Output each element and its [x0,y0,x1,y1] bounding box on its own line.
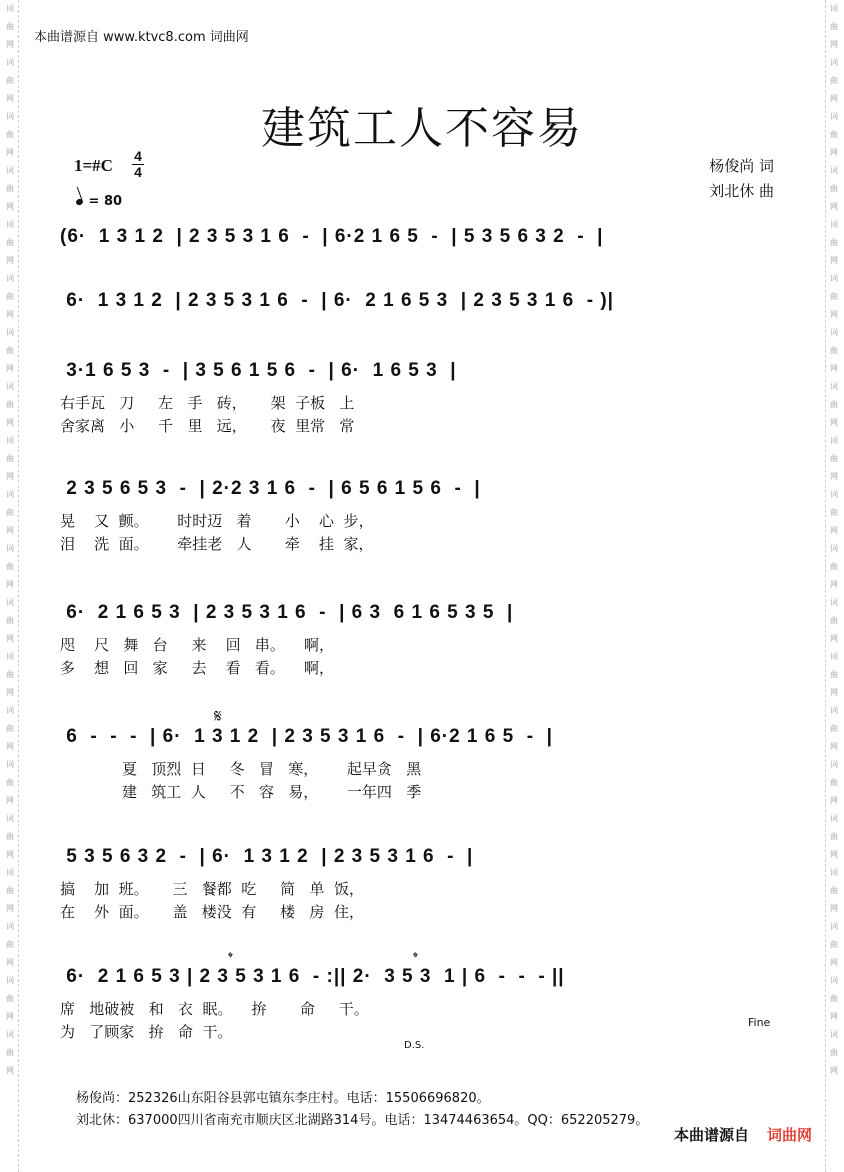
watermark-glyph: 曲 [6,886,14,895]
watermark-glyph: 曲 [830,724,838,733]
watermark-glyph: 曲 [830,238,838,247]
watermark-glyph: 网 [6,148,14,157]
watermark-glyph: 词 [830,490,838,499]
watermark-glyph: 曲 [830,454,838,463]
brand-name: 词曲网 [766,1126,812,1144]
score-row [60,352,780,438]
lyric-text: 多 想 回 家 去 看 看。 啊， [60,659,334,677]
score-row [60,838,780,924]
tempo-marking [76,194,122,209]
watermark-glyph: 网 [6,364,14,373]
watermark-glyph: 词 [830,4,838,13]
watermark-glyph: 曲 [6,346,14,355]
watermark-glyph: 词 [830,922,838,931]
watermark-glyph: 网 [6,1066,14,1075]
notation-line [60,352,780,392]
lyricist-contact: 杨俊尚：252326山东阳谷县郭屯镇东李庄村。电话：15506696820。 [76,1091,490,1106]
watermark-glyph: 网 [6,526,14,535]
lyric-text: 舍家离 小 千 里 远， 夜 里常 常 [60,417,355,435]
watermark-glyph: 词 [830,868,838,877]
footer-brand [674,1124,812,1145]
watermark-glyph: 网 [830,364,838,373]
watermark-glyph: 网 [830,256,838,265]
watermark-glyph: 曲 [6,292,14,301]
watermark-glyph: 网 [6,472,14,481]
brand-prefix: 本曲谱源自 [673,1126,749,1144]
notation-line [60,838,780,878]
watermark-glyph: 曲 [830,22,838,31]
notation-line [60,718,780,758]
lyric-text: 晃 又 颤。 时时迈 着 小 心 步， [60,512,374,530]
watermark-glyph: 词 [830,382,838,391]
watermark-glyph: 曲 [6,454,14,463]
watermark-glyph: 词 [830,166,838,175]
watermark-glyph: 词 [830,274,838,283]
watermark-glyph: 网 [830,850,838,859]
source-header: 本曲谱源自 www.ktvc8.com 词曲网 [34,30,249,45]
notation-text: (6· 1 3 1 2 | 2 3 5 3 1 6 - | 6·2 1 6 5 - | 5 3 5 6 3 2 - | [60,226,604,247]
segno-mark: 𝄋 [214,706,222,727]
watermark-glyph: 网 [830,94,838,103]
lyric-line [60,657,780,680]
lyric-text: 为 了顾家 拚 命 干。 [60,1023,233,1041]
watermark-glyph: 曲 [6,508,14,517]
watermark-glyph: 网 [830,40,838,49]
notation-line [60,958,780,998]
watermark-glyph: 曲 [830,184,838,193]
composer-credit: 刘北休 曲 [709,182,774,200]
watermark-glyph: 网 [6,904,14,913]
watermark-glyph: 词 [6,166,14,175]
watermark-glyph: 网 [830,472,838,481]
watermark-glyph: 词 [6,706,14,715]
fine-mark: Fine [748,1016,771,1029]
song-title: 建筑工人不容易 [261,103,583,154]
lyric-text: 夏 顶烈 日 冬 冒 寒， 起早贪 黑 [60,760,422,778]
watermark-glyph: 网 [6,688,14,697]
watermark-glyph: 网 [830,1012,838,1021]
watermark-glyph: 网 [830,742,838,751]
tempo-value: = 80 [88,194,123,209]
watermark-glyph: 曲 [830,76,838,85]
watermark-glyph: 词 [830,814,838,823]
notation-line [60,282,780,322]
watermark-glyph: 词 [6,58,14,67]
time-sig-top: 4 [134,148,142,164]
watermark-glyph: 曲 [830,130,838,139]
watermark-glyph: 曲 [6,1048,14,1057]
watermark-glyph: 网 [830,310,838,319]
contact-footer [76,1088,648,1132]
notation-text: 6· 2 1 6 5 3 | 2 3 5 3 1 6 - | 6 3 6 1 6 5 3 5 | [60,602,514,623]
lyric-text: 搞 加 班。 三 餐都 吃 简 单 饭， [60,880,364,898]
watermark-glyph: 曲 [830,886,838,895]
watermark-glyph: 词 [830,760,838,769]
watermark-glyph: 词 [830,976,838,985]
lyric-line [60,510,780,533]
watermark-glyph: 词 [6,868,14,877]
lyric-line [60,901,780,924]
watermark-glyph: 网 [6,1012,14,1021]
watermark-glyph: 曲 [830,994,838,1003]
watermark-glyph: 词 [830,112,838,121]
watermark-glyph: 曲 [830,508,838,517]
watermark-glyph: 曲 [6,724,14,733]
watermark-glyph: 网 [6,958,14,967]
watermark-glyph: 网 [6,418,14,427]
watermark-glyph: 曲 [6,562,14,571]
watermark-glyph: 词 [6,274,14,283]
watermark-glyph: 网 [830,580,838,589]
watermark-glyph: 词 [830,544,838,553]
watermark-glyph: 词 [6,652,14,661]
watermark-glyph: 曲 [830,940,838,949]
left-watermark-strip [2,0,19,1172]
watermark-glyph: 曲 [830,616,838,625]
watermark-glyph: 词 [830,598,838,607]
watermark-glyph: 网 [830,904,838,913]
watermark-glyph: 曲 [6,940,14,949]
watermark-glyph: 网 [6,742,14,751]
notation-line [60,218,780,258]
notation-text: 6· 1 3 1 2 | 2 3 5 3 1 6 - | 6· 2 1 6 5 3 | 2 3 5 3 1 6 - )| [60,290,614,311]
lyric-line [60,533,780,556]
time-sig-bottom: 4 [134,164,142,180]
lyric-text: 泪 洗 面。 牵挂老 人 牵 挂 家， [60,535,374,553]
watermark-glyph: 曲 [6,184,14,193]
watermark-glyph: 词 [6,328,14,337]
lyric-line [60,415,780,438]
watermark-glyph: 词 [6,760,14,769]
watermark-glyph: 曲 [6,670,14,679]
watermark-glyph: 词 [830,1030,838,1039]
watermark-glyph: 网 [830,526,838,535]
ds-mark: D.S. [404,1040,425,1051]
watermark-glyph: 网 [830,958,838,967]
watermark-glyph: 网 [830,634,838,643]
watermark-glyph: 曲 [830,778,838,787]
watermark-glyph: 曲 [830,562,838,571]
watermark-glyph: 曲 [6,778,14,787]
composer-contact: 刘北休：637000四川省南充市顺庆区北湖路314号。电话：13474463654。QQ：652205279。 [76,1113,649,1128]
lyric-text: 咫 尺 舞 台 来 回 串。 啊， [60,636,334,654]
lyricist-credit: 杨俊尚 词 [709,157,774,175]
watermark-glyph: 曲 [830,400,838,409]
watermark-glyph: 词 [6,976,14,985]
watermark-glyph: 曲 [6,616,14,625]
notation-line [60,594,780,634]
credits [709,154,774,204]
key-signature: 1=#C [74,156,113,175]
coda-mark-1: 𝄌 [228,950,233,966]
lyric-line [60,758,780,781]
watermark-glyph: 曲 [6,832,14,841]
watermark-glyph: 网 [6,634,14,643]
watermark-glyph: 网 [6,310,14,319]
watermark-glyph: 词 [6,490,14,499]
watermark-glyph: 网 [830,1066,838,1075]
lyric-text: 席 地破被 和 衣 眠。 拚 命 干。 [60,1000,369,1018]
score-row [60,958,780,1044]
watermark-glyph: 词 [6,220,14,229]
time-signature [132,150,144,179]
lyric-text: 右手瓦 刀 左 手 砖， 架 子板 上 [60,394,355,412]
score-row [60,470,780,556]
watermark-glyph: 词 [6,4,14,13]
notation-text: 2 3 5 6 5 3 - | 2·2 3 1 6 - | 6 5 6 1 5 6 - | [60,478,481,499]
watermark-glyph: 网 [830,148,838,157]
watermark-glyph: 词 [830,220,838,229]
watermark-glyph: 曲 [830,346,838,355]
watermark-glyph: 网 [6,40,14,49]
watermark-glyph: 网 [6,256,14,265]
watermark-glyph: 曲 [6,238,14,247]
watermark-glyph: 词 [830,436,838,445]
watermark-glyph: 词 [830,328,838,337]
watermark-glyph: 曲 [830,1048,838,1057]
watermark-glyph: 词 [830,652,838,661]
notation-text: 6· 2 1 6 5 3 | 2 3 5 3 1 6 - :|| 2· 3 5 3 1 | 6 - - - || [60,966,565,987]
watermark-glyph: 词 [6,112,14,121]
watermark-glyph: 词 [6,1030,14,1039]
watermark-glyph: 曲 [6,22,14,31]
watermark-glyph: 词 [6,382,14,391]
lyric-line [60,634,780,657]
watermark-glyph: 词 [6,814,14,823]
notation-text: 5 3 5 6 3 2 - | 6· 1 3 1 2 | 2 3 5 3 1 6 - | [60,846,474,867]
lyric-line [60,878,780,901]
watermark-glyph: 词 [6,544,14,553]
watermark-glyph: 词 [6,598,14,607]
lyric-line [60,392,780,415]
watermark-glyph: 词 [6,436,14,445]
watermark-glyph: 网 [830,688,838,697]
lyric-line [60,781,780,804]
watermark-glyph: 曲 [6,400,14,409]
notation-text: 6 - - - | 6· 1 3 1 2 | 2 3 5 3 1 6 - | 6·2 1 6 5 - | [60,726,553,747]
watermark-glyph: 网 [6,94,14,103]
watermark-glyph: 曲 [830,670,838,679]
watermark-glyph: 曲 [830,832,838,841]
coda-mark-2: 𝄌 [413,950,418,966]
lyric-line [60,998,780,1021]
notation-line [60,470,780,510]
lyric-text: 在 外 面。 盖 楼没 有 楼 房 住， [60,903,364,921]
right-watermark-strip [825,0,842,1172]
watermark-glyph: 网 [830,202,838,211]
lyric-text: 建 筑工 人 不 容 易， 一年四 季 [60,783,422,801]
score-row [60,218,780,258]
score-row [60,718,780,804]
watermark-glyph: 网 [6,850,14,859]
score-row [60,594,780,680]
watermark-glyph: 曲 [6,130,14,139]
watermark-glyph: 网 [830,796,838,805]
watermark-glyph: 曲 [6,76,14,85]
watermark-glyph: 词 [6,922,14,931]
watermark-glyph: 网 [6,202,14,211]
notation-text: 3·1 6 5 3 - | 3 5 6 1 5 6 - | 6· 1 6 5 3 | [60,360,457,381]
watermark-glyph: 曲 [6,994,14,1003]
watermark-glyph: 网 [830,418,838,427]
quarter-note-icon [75,198,84,206]
watermark-glyph: 网 [6,796,14,805]
watermark-glyph: 词 [830,706,838,715]
score-row [60,282,780,322]
watermark-glyph: 词 [830,58,838,67]
watermark-glyph: 曲 [830,292,838,301]
watermark-glyph: 网 [6,580,14,589]
